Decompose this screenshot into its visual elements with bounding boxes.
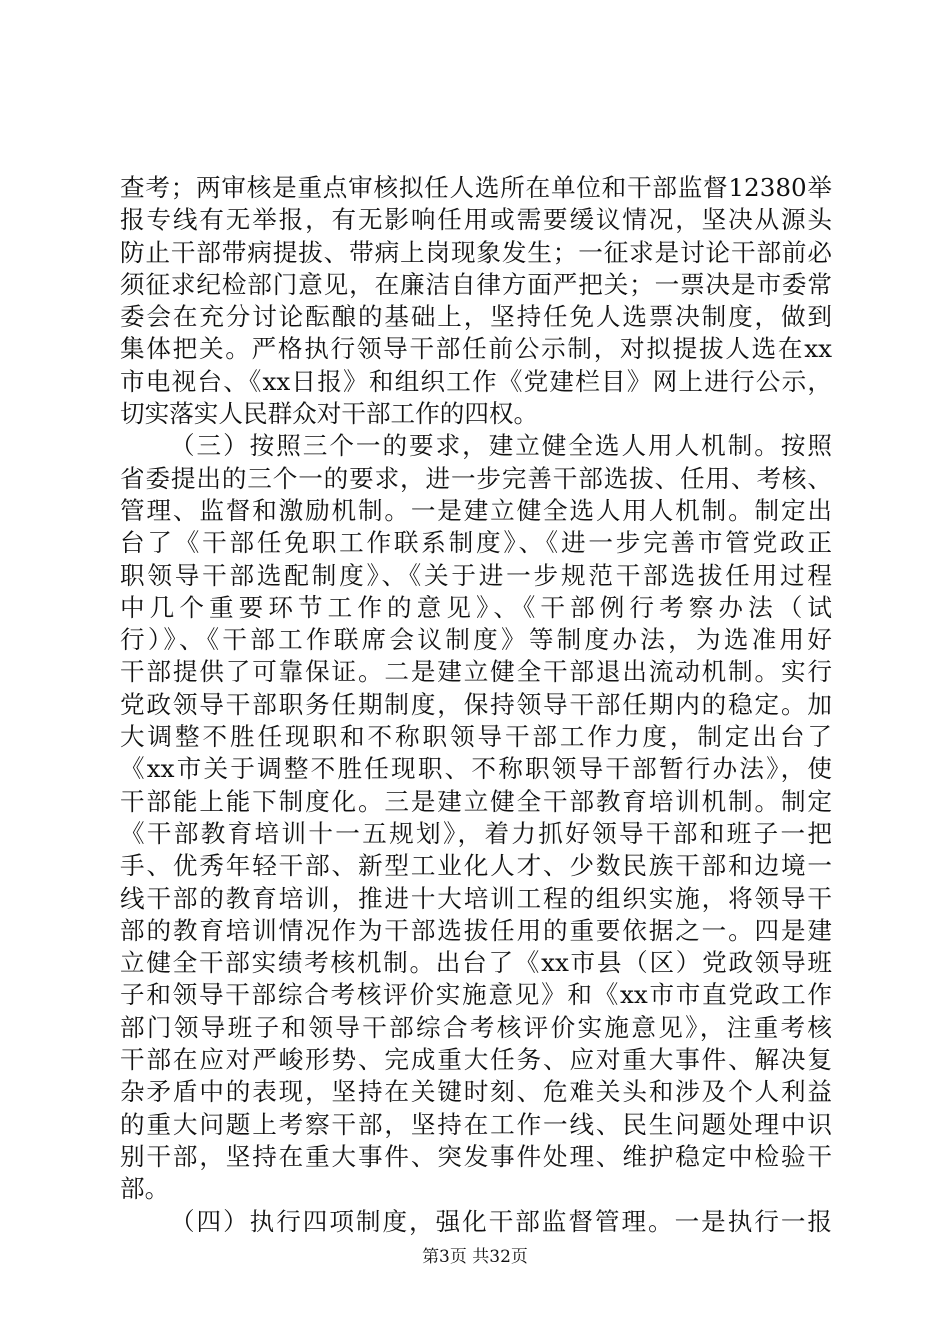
text-line: 切实落实人民群众对干部工作的四权。 (120, 399, 539, 429)
text-line: 省委提出的三个一的要求，进一步完善干部选拔、任用、考核、 (120, 463, 832, 493)
text-line: 手、优秀年轻干部、新型工业化人才、少数民族干部和边境一 (120, 851, 832, 881)
text-line: 的重大问题上考察干部，坚持在工作一线、民生问题处理中识 (120, 1109, 832, 1139)
text-line: 委会在充分讨论酝酿的基础上，坚持任免人选票决制度，做到 (120, 302, 832, 332)
page-number-footer: 第3页 共32页 (422, 1247, 528, 1267)
text-line: 杂矛盾中的表现，坚持在关键时刻、危难关头和涉及个人利益 (120, 1077, 832, 1107)
text-line: 查考；两审核是重点审核拟任人选所在单位和干部监督12380举 (120, 173, 832, 202)
text-line: 干部在应对严峻形势、完成重大任务、应对重大事件、解决复 (120, 1045, 832, 1075)
text-line: 干部提供了可靠保证。二是建立健全干部退出流动机制。实行 (120, 657, 832, 687)
text-line: 大调整不胜任现职和不称职领导干部工作力度，制定出台了 (120, 722, 832, 752)
text-line: 部。 (120, 1174, 170, 1204)
text-line: 别干部，坚持在重大事件、突发事件处理、维护稳定中检验干 (120, 1141, 832, 1171)
text-line: 须征求纪检部门意见，在廉洁自律方面严把关；一票决是市委常 (120, 269, 832, 299)
text-line: 管理、监督和激励机制。一是建立健全选人用人机制。制定出 (120, 495, 832, 525)
text-line: 子和领导干部综合考核评价实施意见》和《xx市市直党政工作 (120, 980, 832, 1010)
text-line: 线干部的教育培训，推进十大培训工程的组织实施，将领导干 (120, 883, 832, 913)
text-line: 部的教育培训情况作为干部选拔任用的重要依据之一。四是建 (120, 915, 832, 945)
paragraph-heading-line: （三）按照三个一的要求，建立健全选人用人机制。按照 (170, 431, 832, 461)
text-line: 职领导干部选配制度》、《关于进一步规范干部选拔任用过程 (120, 560, 832, 590)
text-line: 防止干部带病提拔、带病上岗现象发生；一征求是讨论干部前必 (120, 237, 832, 267)
text-line: 部门领导班子和领导干部综合考核评价实施意见》，注重考核 (120, 1012, 832, 1042)
document-body (120, 172, 832, 1238)
text-line: 报专线有无举报，有无影响任用或需要缓议情况，坚决从源头 (120, 205, 832, 235)
text-line: 集体把关。严格执行领导干部任前公示制，对拟提拔人选在xx (120, 334, 832, 364)
text-line: 《干部教育培训十一五规划》，着力抓好领导干部和班子一把 (120, 818, 832, 848)
text-line: 台了《干部任免职工作联系制度》、《进一步完善市管党政正 (120, 528, 832, 558)
text-line: 党政领导干部职务任期制度，保持领导干部任期内的稳定。加 (120, 689, 832, 719)
text-line: 立健全干部实绩考核机制。出台了《xx市县（区）党政领导班 (120, 948, 832, 978)
paragraph-heading-line: （四）执行四项制度，强化干部监督管理。一是执行一报 (170, 1206, 832, 1236)
text-line: 《xx市关于调整不胜任现职、不称职领导干部暂行办法》，使 (120, 754, 832, 784)
text-line: 市电视台、《xx日报》和组织工作《党建栏目》网上进行公示， (120, 366, 832, 396)
text-line: 干部能上能下制度化。三是建立健全干部教育培训机制。制定 (120, 786, 832, 816)
text-line: 行）》、《干部工作联席会议制度》等制度办法，为选准用好 (120, 625, 832, 655)
text-line: 中几个重要环节工作的意见》、《干部例行考察办法（试 (120, 592, 832, 622)
